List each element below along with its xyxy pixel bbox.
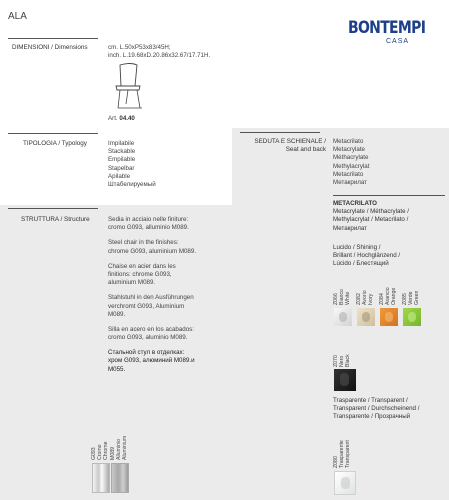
transparent-label: [333, 397, 419, 422]
color-label-white: [334, 289, 352, 305]
swatch-ivory: [357, 308, 375, 326]
finish-name: Aluminium: [121, 435, 128, 460]
color-code: Z080: [333, 456, 339, 468]
color-name: Arancio: [384, 287, 391, 305]
typology-rule: [8, 133, 98, 134]
typology-list: [108, 140, 156, 189]
transparent-line: Transparent / Durchscheinend /: [333, 405, 420, 413]
structure-label: STRUTTURA / Structure: [21, 216, 90, 223]
seat-materials: [333, 138, 369, 187]
structure-paragraph: [108, 239, 196, 255]
color-code: Z070: [333, 355, 339, 367]
structure-text: [108, 216, 196, 381]
structure-line: chrome G093, aluminium M089.: [108, 247, 197, 255]
chair-drawing: [106, 62, 150, 112]
typology-item: Impilabile: [108, 140, 135, 147]
finish-name: Cromo: [96, 444, 103, 460]
structure-line: M055.: [108, 365, 126, 373]
typology-item: Empilable: [108, 156, 136, 164]
seat-material: Metacrilato: [333, 138, 364, 145]
typology-label: TIPOLOGIA / Typology: [23, 140, 87, 147]
finish-name: Alluminio: [115, 438, 122, 460]
swatch-green: [403, 308, 421, 326]
structure-line: хром G093, алюминий M089.и: [108, 357, 195, 365]
typology-item: Stapelbar: [108, 164, 135, 172]
brand-sub: CASA: [386, 38, 410, 45]
shiny-line: Brillant / Hochglänzend /: [333, 252, 401, 260]
transparent-line: Trasparente / Transparent /: [333, 397, 408, 404]
dimensions-line: inch. L.19.68xD.20.86x32.67/17.71H.: [108, 52, 211, 60]
color-code: Z084: [379, 293, 385, 305]
structure-line: cromo G093, alluminio M089.: [108, 224, 189, 232]
structure-paragraph: [108, 294, 196, 319]
color-label-transparent: [334, 440, 352, 468]
shiny-label: [333, 244, 400, 269]
structure-paragraph: [108, 216, 196, 232]
structure-line: Sedia in acciaio nelle finiture:: [108, 216, 189, 223]
color-label-orange: [380, 287, 398, 305]
color-code: Z085: [402, 293, 408, 305]
dimensions-text: [108, 44, 210, 60]
structure-line: aluminium M089.: [108, 279, 156, 287]
swatch-white: [334, 308, 352, 326]
dimensions-line: cm. L.50xP53x83/45H;: [108, 44, 171, 51]
article-label: Art.: [108, 115, 118, 122]
article-number: [108, 115, 135, 123]
color-name: Orange: [390, 287, 397, 305]
color-name: White: [344, 291, 351, 305]
color-name: Bianco: [338, 289, 345, 305]
article-code: 04.40: [119, 115, 135, 122]
metacrilato-line: Метакрилат: [333, 224, 368, 232]
seat-label: [240, 138, 326, 155]
dimensions-rule: [8, 38, 98, 39]
metacrilato-title: METACRILATO: [333, 200, 377, 207]
structure-line: Silla en acero en los acabados:: [108, 325, 194, 333]
typology-item: Apilable: [108, 172, 131, 180]
finish-code: M089: [110, 447, 116, 460]
structure-line: finitions: chrome G093,: [108, 270, 172, 278]
structure-rule: [8, 208, 98, 209]
color-name: Green: [413, 290, 420, 305]
finish-name: Chrome: [102, 441, 109, 460]
seat-material: Metacrylate: [333, 146, 365, 154]
shiny-line: Lúcido / Блестящий: [333, 260, 389, 268]
finish-swatch-chrome: [92, 463, 110, 493]
swatch-transparent: [334, 471, 356, 495]
seat-material: Methylacrylat: [333, 162, 370, 170]
color-name: Ivory: [367, 293, 374, 305]
finish-swatch-aluminium: [111, 463, 129, 493]
structure-line: Steel chair in the finishes:: [108, 239, 179, 247]
color-label-green: [403, 291, 421, 305]
structure-line: Стальной стул в отделках:: [108, 349, 185, 357]
swatch-orange: [380, 308, 398, 326]
metacrilato-line: Metacrylate / Méthacrylate /: [333, 208, 409, 216]
metacrilato-block: [333, 200, 409, 233]
seat-material: Metacrilato: [333, 170, 364, 178]
finish-code: G093: [91, 447, 97, 460]
metacrilato-line: Methylacrylat / Metacrilato /: [333, 216, 409, 224]
typology-item: Штабелируемый: [108, 180, 156, 188]
seat-material: Méthacrylate: [333, 154, 369, 162]
color-code: Z082: [356, 293, 362, 305]
seat-rule: [240, 132, 320, 133]
color-label-ivory: [357, 290, 375, 305]
typology-item: Stackable: [108, 148, 136, 156]
seat-label-line: SEDUTA E SCHIENALE /: [254, 138, 326, 145]
transparent-line: Transparente / Прозрачный: [333, 413, 411, 421]
structure-paragraph: [108, 263, 196, 288]
structure-line: cromo G093, aluminio M089.: [108, 334, 188, 342]
color-code: Z066: [333, 293, 339, 305]
brand-name: BONTEMPI: [348, 18, 426, 38]
finish-label-g093: [92, 442, 110, 460]
color-name: Trasparente: [338, 440, 345, 468]
color-name: Black: [344, 354, 351, 367]
swatch-black: [334, 369, 356, 391]
color-label-black: [334, 354, 352, 367]
color-name: Avorio: [361, 290, 368, 305]
color-name: Nero: [338, 355, 345, 367]
shiny-line: Lucido / Shining /: [333, 244, 381, 251]
structure-line: M089.: [108, 310, 126, 318]
finish-label-m089: [111, 436, 129, 460]
structure-line: Stahlstuhl in den Ausführungen: [108, 294, 194, 302]
structure-paragraph: [108, 326, 196, 342]
structure-paragraph: [108, 349, 196, 374]
metacrilato-rule: [333, 195, 445, 196]
seat-label-line: Seat and back: [285, 146, 326, 154]
structure-line: Chaise en acier dans les: [108, 262, 176, 270]
structure-line: verchromt G093, Aluminium: [108, 302, 185, 310]
brand-logo: [348, 20, 438, 48]
dimensions-label: DIMENSIONI / Dimensions: [12, 44, 88, 51]
product-name: ALA: [8, 11, 27, 22]
color-name: Verde: [407, 291, 414, 305]
seat-material: Метакрилат: [333, 178, 368, 186]
color-name: Transparent: [344, 440, 351, 468]
